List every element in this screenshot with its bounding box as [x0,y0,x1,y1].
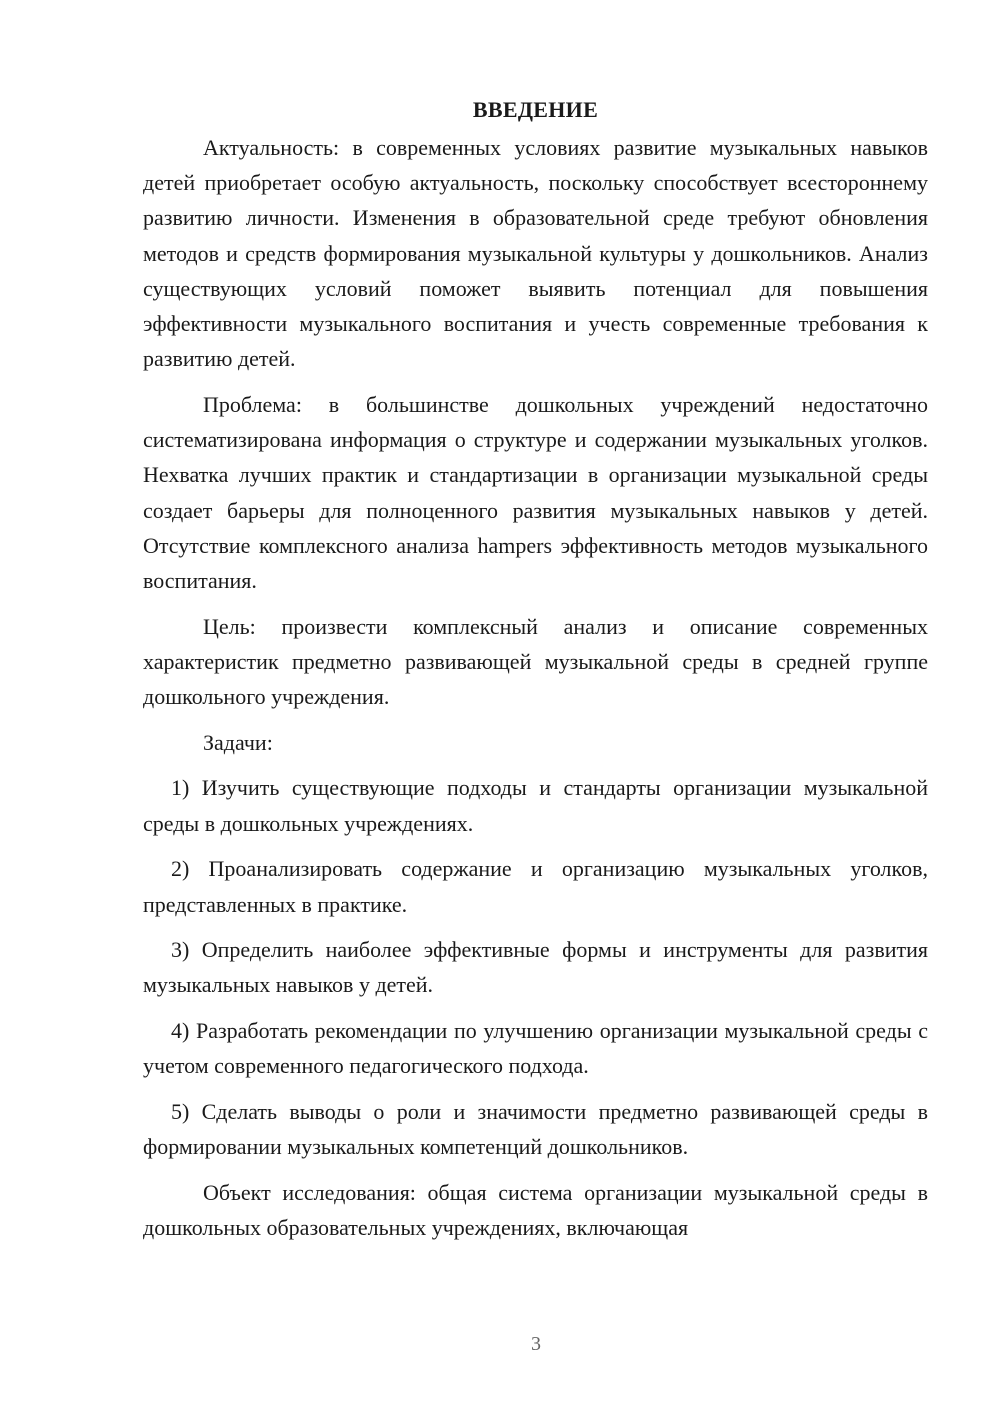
task-item-1: 1) Изучить существующие подходы и стандарты организации музыкальной среды в дошкольных учреждениях. [143,775,928,836]
task-item-2: 2) Проанализировать содержание и организацию музыкальных уголков, представленных в практике. [143,856,928,917]
section-title: ВВЕДЕНИЕ [472,97,599,122]
problem-paragraph: Проблема: в большинстве дошкольных учреждений недостаточно систематизирована информация о структуре и содержании музыкальных уголков. Нехватка лучших практик и стандартизации в организации музыкальной среды создает барьеры для полноценного развития музыкальных навыков у детей. Отсутствие комплексного анализа hampers эффективность методов музыкального воспитания. [143,391,928,593]
document-page [143,92,928,1256]
relevance-paragraph: Актуальность: в современных условиях развитие музыкальных навыков детей приобретает особую актуальность, поскольку способствует всестороннему развитию личности. Изменения в образовательной среде требуют обновления методов и средств формирования музыкальной культуры у дошкольников. Анализ существующих условий поможет выявить потенциал для повышения эффективности музыкального воспитания и учесть современные требования к развитию детей. [143,135,928,372]
object-paragraph: Объект исследования: общая система организации музыкальной среды в дошкольных образовательных учреждениях, включающая [143,1179,928,1241]
page-number: 3 [531,1333,541,1355]
task-item-5: 5) Сделать выводы о роли и значимости предметно развивающей среды в формировании музыкальных компетенций дошкольников. [143,1099,928,1160]
goal-paragraph: Цель: произвести комплексный анализ и описание современных характеристик предметно развивающей музыкальной среды в средней группе дошкольного учреждения. [143,613,928,710]
task-item-4: 4) Разработать рекомендации по улучшению организации музыкальной среды с учетом современного педагогического подхода. [143,1018,928,1079]
tasks-heading: Задачи: [203,729,273,755]
task-item-3: 3) Определить наиболее эффективные формы и инструменты для развития музыкальных навыков у детей. [143,937,928,998]
